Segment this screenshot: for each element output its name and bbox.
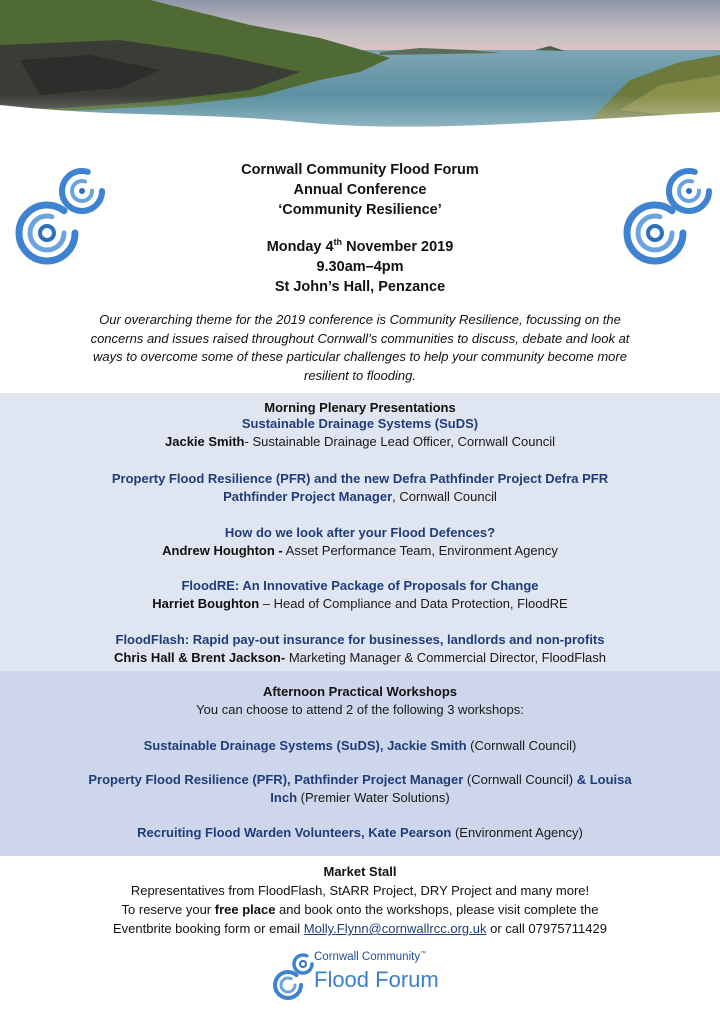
workshop-org: (Cornwall Council): [463, 772, 574, 787]
right-swirl-logo: [617, 163, 715, 273]
event-header: [110, 160, 610, 297]
morning-item: FloodRE: An Innovative Package of Proposals for Change Harriet Boughton – Head of Compliance and Data Protection, FloodRE: [20, 577, 700, 613]
workshop-title: Property Flood Resilience (PFR), Pathfinder Project Manager: [88, 772, 464, 787]
market-line: Representatives from FloodFlash, StARR Project, DRY Project and many more!: [130, 883, 590, 898]
speaker-role: Marketing Manager & Commercial Director, FloodFlash: [288, 650, 606, 665]
speaker-name: Jackie Smith: [165, 434, 245, 449]
talk-title: How do we look after your Flood Defences?: [224, 525, 496, 540]
market-title: Market Stall: [323, 864, 397, 879]
left-swirl-logo: [12, 163, 110, 273]
morning-item: [20, 631, 700, 667]
workshop-org: (Premier Water Solutions): [297, 790, 450, 805]
talk-title: FloodFlash: Rapid pay-out insurance for businesses, landlords and non-profits: [115, 632, 605, 647]
workshop-item: Property Flood Resilience (PFR), Pathfinder Project Manager (Cornwall Council) & Louisa Inch (Premier Water Solutions): [88, 772, 632, 805]
afternoon-subtitle: You can choose to attend 2 of the following 3 workshops:: [196, 702, 524, 717]
email-link[interactable]: Molly.Flynn@cornwallrcc.org.uk: [303, 921, 487, 936]
speaker-name: Andrew Houghton -: [162, 543, 283, 558]
event-theme: ‘Community Resilience’: [278, 202, 442, 218]
speaker-name: Pathfinder Project Manager: [223, 489, 393, 504]
event-venue: St John’s Hall, Penzance: [274, 278, 446, 295]
morning-section-title: Morning Plenary Presentations: [264, 400, 456, 415]
coastal-header-image: [0, 0, 720, 135]
workshop-org: (Cornwall Council): [466, 738, 577, 753]
morning-item: [20, 524, 700, 560]
market-stall-section: [40, 862, 680, 938]
speaker-name: Chris Hall & Brent Jackson-: [113, 650, 286, 665]
talk-title: FloodRE: An Innovative Package of Proposals for Change: [181, 578, 539, 593]
workshop-item: [20, 824, 700, 842]
speaker-role: Asset Performance Team, Environment Agency: [285, 543, 558, 558]
event-date: Monday 4th November 2019: [266, 237, 454, 255]
speaker-role: , Cornwall Council: [392, 489, 497, 504]
morning-item: [20, 470, 700, 506]
logo-forum-name: Flood Forum: [314, 967, 439, 992]
event-subtitle: Annual Conference: [293, 182, 427, 198]
flood-forum-logo-icon: [272, 951, 316, 1003]
footer-logo: [272, 947, 452, 1011]
morning-item: Sustainable Drainage Systems (SuDS) Jackie Smith- Sustainable Drainage Lead Officer, Cornwall Council: [20, 415, 700, 451]
logo-org-name: Cornwall Community™: [314, 951, 427, 963]
afternoon-header: [20, 683, 700, 719]
workshop-item: [20, 737, 700, 755]
speaker-role: Sustainable Drainage Lead Officer, Cornwall Council: [252, 434, 555, 449]
event-time: 9.30am–4pm: [316, 258, 404, 275]
speaker-name: Harriet Boughton: [152, 596, 260, 611]
workshop-title: Recruiting Flood Warden Volunteers, Kate Pearson: [137, 825, 452, 840]
workshop-title: Sustainable Drainage Systems (SuDS), Jackie Smith: [143, 738, 467, 753]
booking-line: To reserve your free place and book onto the workshops, please visit complete the: [121, 902, 599, 917]
talk-title: Property Flood Resilience (PFR) and the new Defra Pathfinder Project Defra PFR: [111, 471, 609, 486]
workshop-org: (Environment Agency): [451, 825, 583, 840]
contact-line: Eventbrite booking form or email Molly.Flynn@cornwallrcc.org.uk or call 07975711429: [113, 921, 607, 936]
speaker-role: Head of Compliance and Data Protection, FloodRE: [273, 596, 568, 611]
intro-paragraph: Our overarching theme for the 2019 conference is Community Resilience, focussing on the concerns and issues raised throughout Cornwall’s communities to discuss, debate and look at ways to overcome some of these particular challenges to help your community become more resilient to flooding.: [90, 312, 630, 383]
afternoon-section-title: Afternoon Practical Workshops: [262, 684, 458, 699]
event-title: Cornwall Community Flood Forum: [241, 162, 479, 178]
talk-title: Sustainable Drainage Systems (SuDS): [241, 416, 479, 431]
